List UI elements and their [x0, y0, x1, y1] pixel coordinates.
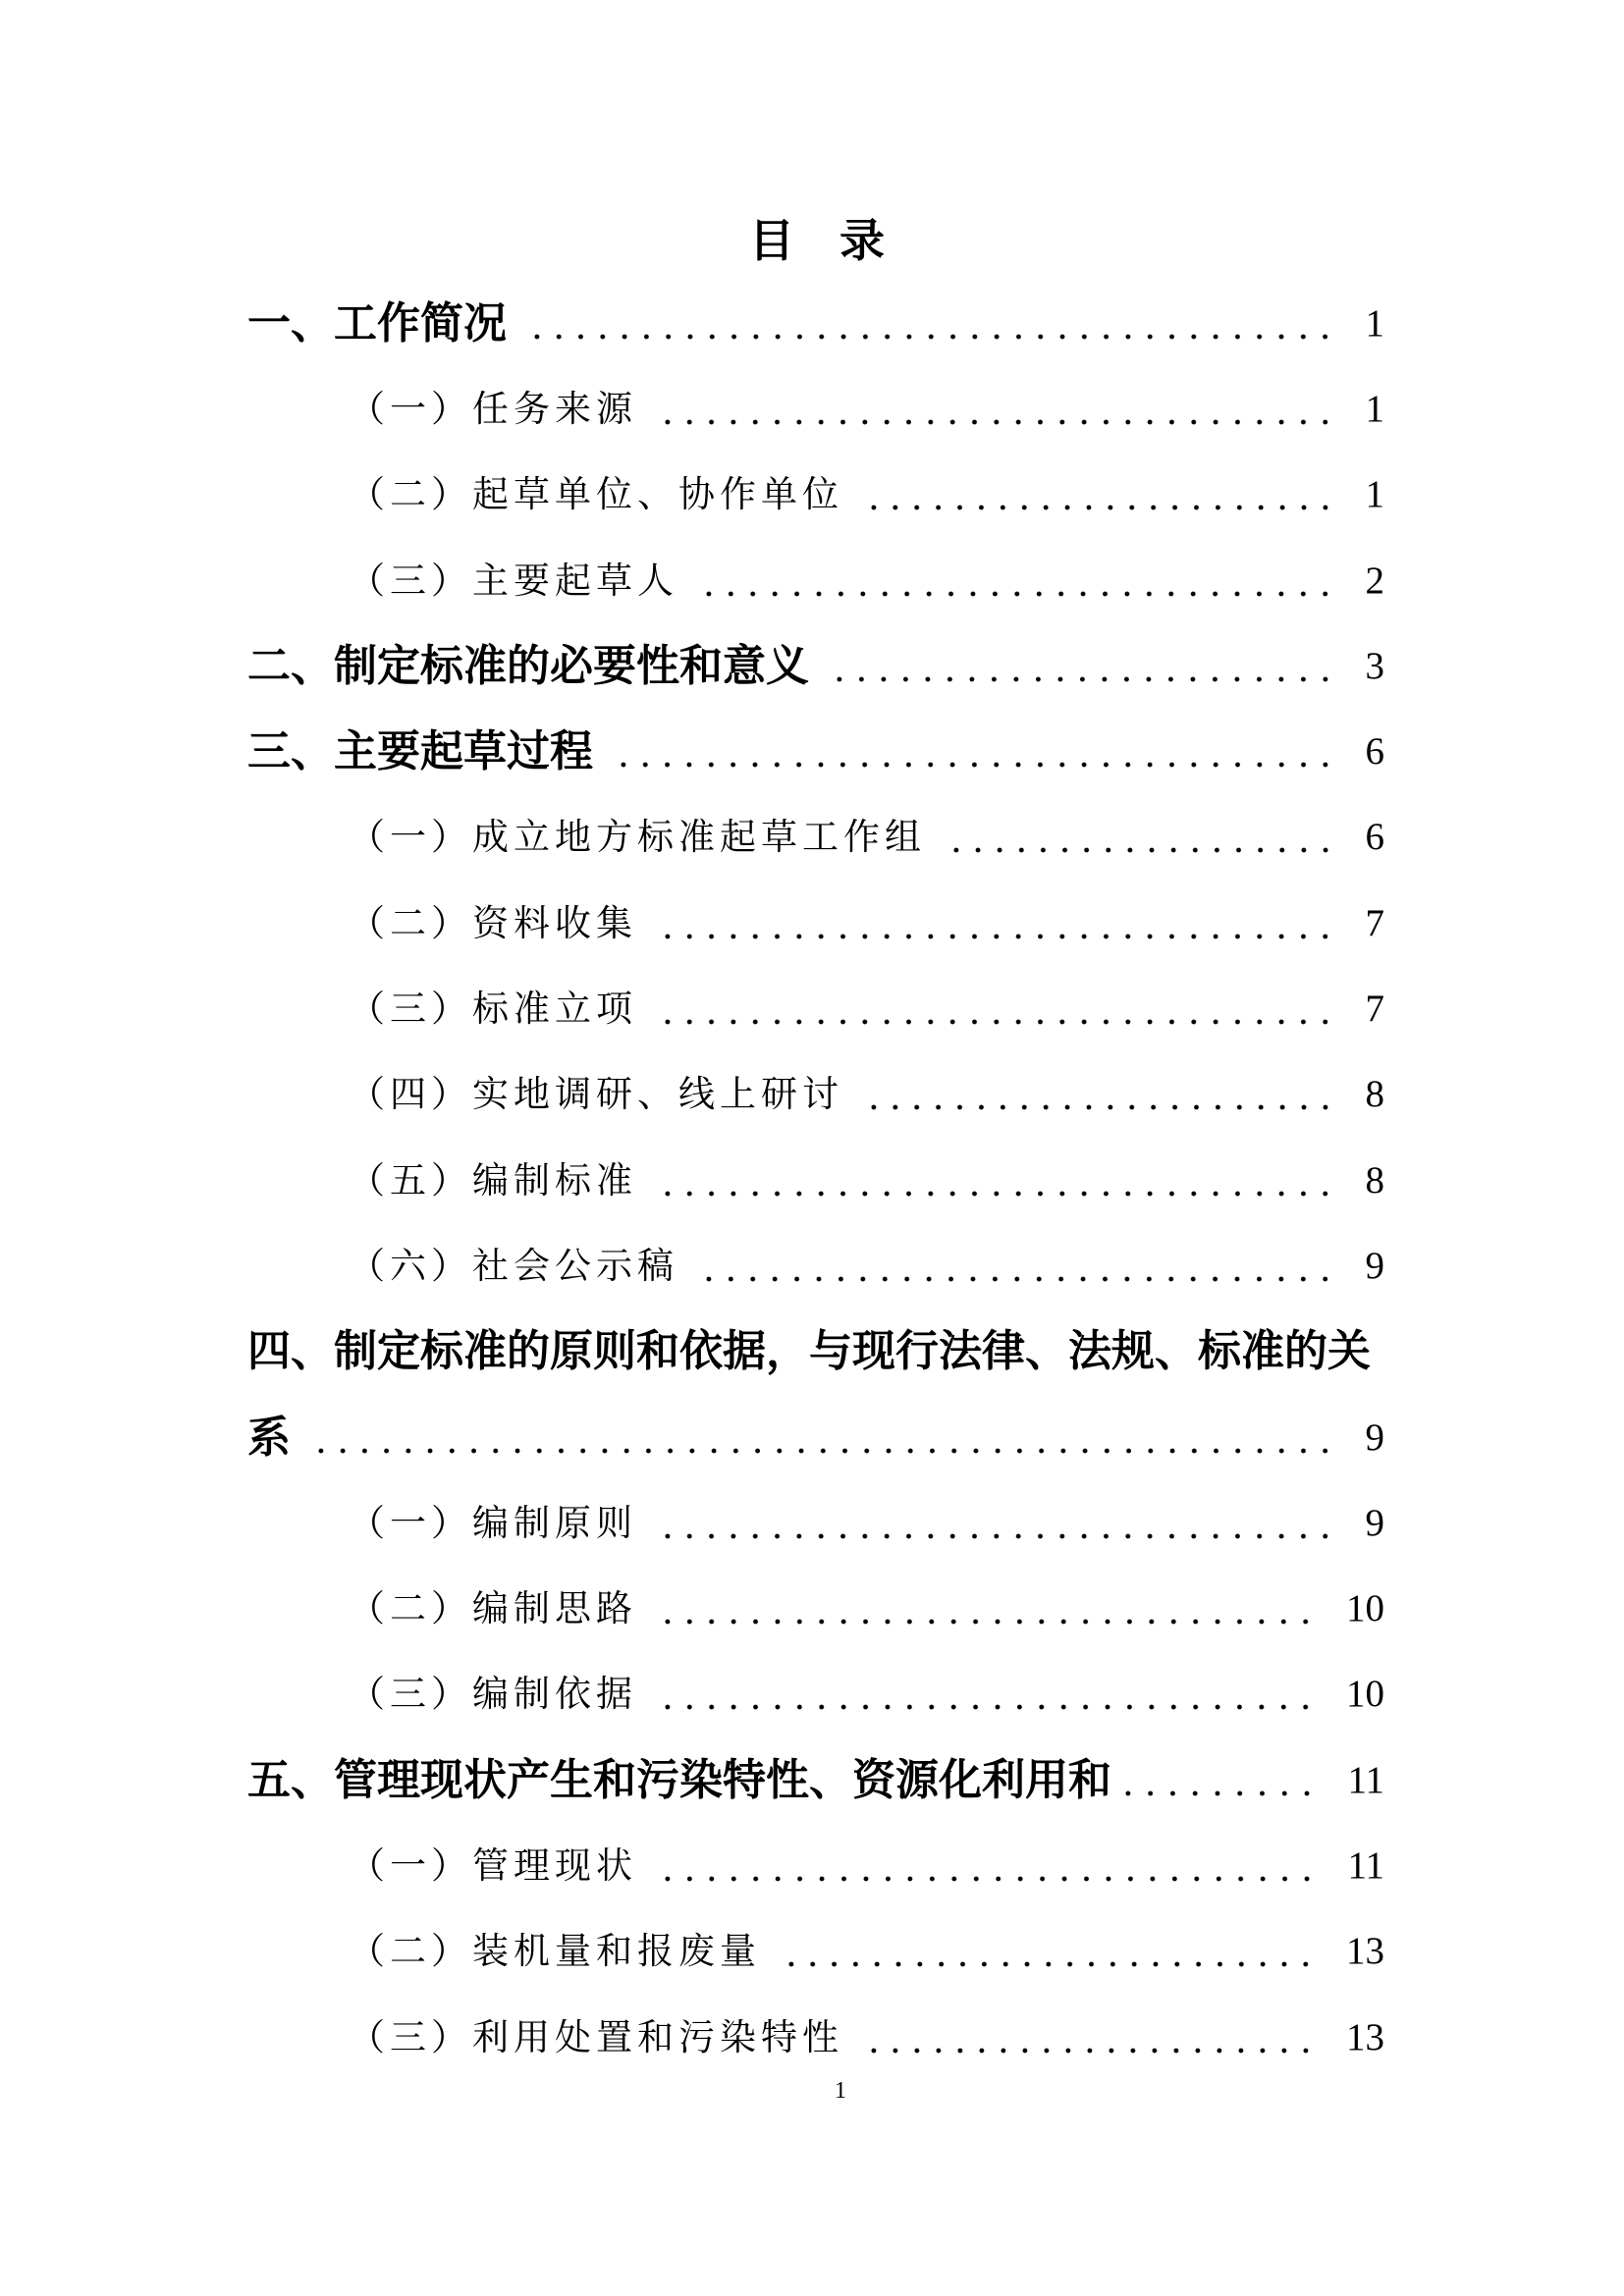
toc-entry-page: 8 — [1365, 1158, 1384, 1201]
page-title: 目 录 — [748, 214, 885, 267]
toc-entry-title: （三）编制依据 — [349, 1673, 637, 1716]
dot-leader — [657, 1533, 1336, 1539]
toc-entry-title: （二）资料收集 — [349, 901, 637, 944]
toc-entry-title: （一）编制原则 — [349, 1501, 637, 1544]
dot-leader — [863, 505, 1336, 510]
toc-entry-title: （四）实地调研、线上研讨 — [349, 1073, 843, 1116]
dot-leader — [657, 934, 1336, 939]
toc-subentry — [247, 1138, 1384, 1223]
dot-leader — [698, 591, 1336, 597]
toc-entry-title-line-1: 四、制定标准的原则和依据，与现行法律、法规、标准的关 — [247, 1326, 1371, 1377]
toc-entry-page: 11 — [1347, 1843, 1384, 1887]
toc-entry-page: 6 — [1365, 730, 1384, 774]
toc-entry-title: （三）利用处置和污染特性 — [349, 2015, 843, 2058]
toc-subentry — [247, 966, 1384, 1051]
toc-entry-page: 3 — [1365, 644, 1384, 687]
toc-entry — [247, 1737, 1384, 1823]
toc-entry-page: 7 — [1365, 988, 1384, 1031]
dot-leader — [863, 1104, 1336, 1110]
toc-subentry — [247, 881, 1384, 966]
toc-entry-title: 五、管理现状产生和污染特性、资源化利用和 — [247, 1754, 1111, 1805]
toc-entry-title: （一）任务来源 — [349, 387, 637, 430]
toc-entry-title: （一）管理现状 — [349, 1843, 637, 1887]
toc-entry-title: 二、制定标准的必要性和意义 — [247, 640, 809, 691]
toc-entry-page: 8 — [1365, 1073, 1384, 1116]
toc-entry-title: 三、主要起草过程 — [247, 726, 593, 777]
toc-entry-title-line-2: 系 — [247, 1412, 291, 1463]
toc-entry-page: 1 — [1365, 387, 1384, 430]
toc-entry — [247, 281, 1384, 366]
toc-subentry — [247, 795, 1384, 881]
toc-entry-page: 9 — [1365, 1244, 1384, 1287]
toc-entry-page: 1 — [1365, 473, 1384, 516]
toc-subentry — [247, 1909, 1384, 1995]
dot-leader — [657, 1704, 1317, 1710]
toc-entry — [247, 623, 1384, 709]
toc-subentry — [247, 366, 1384, 452]
toc-entry-title: （三）主要起草人 — [349, 559, 678, 602]
toc-entry-page: 7 — [1365, 901, 1384, 944]
dot-leader — [1117, 1790, 1318, 1796]
toc-entry-page: 9 — [1365, 1501, 1384, 1544]
toc-entry-page: 13 — [1346, 2015, 1384, 2058]
toc-entry-page: 1 — [1365, 301, 1384, 345]
dot-leader — [698, 1276, 1336, 1282]
toc-entry-title: （二）编制思路 — [349, 1587, 637, 1630]
toc-entry-page: 6 — [1365, 816, 1384, 859]
dot-leader — [657, 419, 1336, 425]
dot-leader — [657, 1019, 1336, 1025]
dot-leader — [946, 847, 1336, 853]
toc-subentry — [247, 1823, 1384, 1908]
toc-entry-page: 11 — [1347, 1758, 1384, 1801]
toc-entry-title: （五）编制标准 — [349, 1158, 637, 1201]
dot-leader — [781, 1961, 1317, 1967]
toc-subentry — [247, 538, 1384, 623]
toc-list — [247, 281, 1384, 2080]
toc-entry-page: 9 — [1365, 1415, 1384, 1459]
dot-leader — [657, 1876, 1318, 1882]
toc-entry-title: 一、工作简况 — [247, 297, 507, 348]
toc-entry-title: （二）装机量和报废量 — [349, 1930, 761, 1973]
toc-subentry — [247, 1652, 1384, 1737]
toc-entry-title: （二）起草单位、协作单位 — [349, 473, 843, 516]
dot-leader — [526, 334, 1336, 340]
toc-entry — [247, 1395, 1384, 1480]
toc-entry-page: 10 — [1346, 1587, 1384, 1630]
toc-subentry — [247, 453, 1384, 538]
toc-subentry — [247, 1566, 1384, 1651]
dot-leader — [613, 762, 1336, 768]
toc-subentry — [247, 1480, 1384, 1566]
toc-subentry — [247, 1995, 1384, 2080]
dot-leader — [657, 1191, 1336, 1197]
page-number-footer: 1 — [835, 2078, 846, 2104]
toc-entry-page: 13 — [1346, 1930, 1384, 1973]
toc-entry-page: 2 — [1365, 559, 1384, 602]
dot-leader — [863, 2048, 1317, 2054]
toc-entry-title: （一）成立地方标准起草工作组 — [349, 816, 926, 859]
toc-entry-page: 10 — [1346, 1673, 1384, 1716]
toc-entry-title: （三）标准立项 — [349, 988, 637, 1031]
toc-entry — [247, 709, 1384, 794]
dot-leader — [310, 1448, 1336, 1454]
toc-subentry — [247, 1223, 1384, 1308]
dot-leader — [829, 676, 1336, 682]
toc-subentry — [247, 1052, 1384, 1138]
toc-entry-title: （六）社会公示稿 — [349, 1244, 678, 1287]
dot-leader — [657, 1619, 1317, 1625]
toc-entry-wrapped-line — [247, 1309, 1384, 1395]
